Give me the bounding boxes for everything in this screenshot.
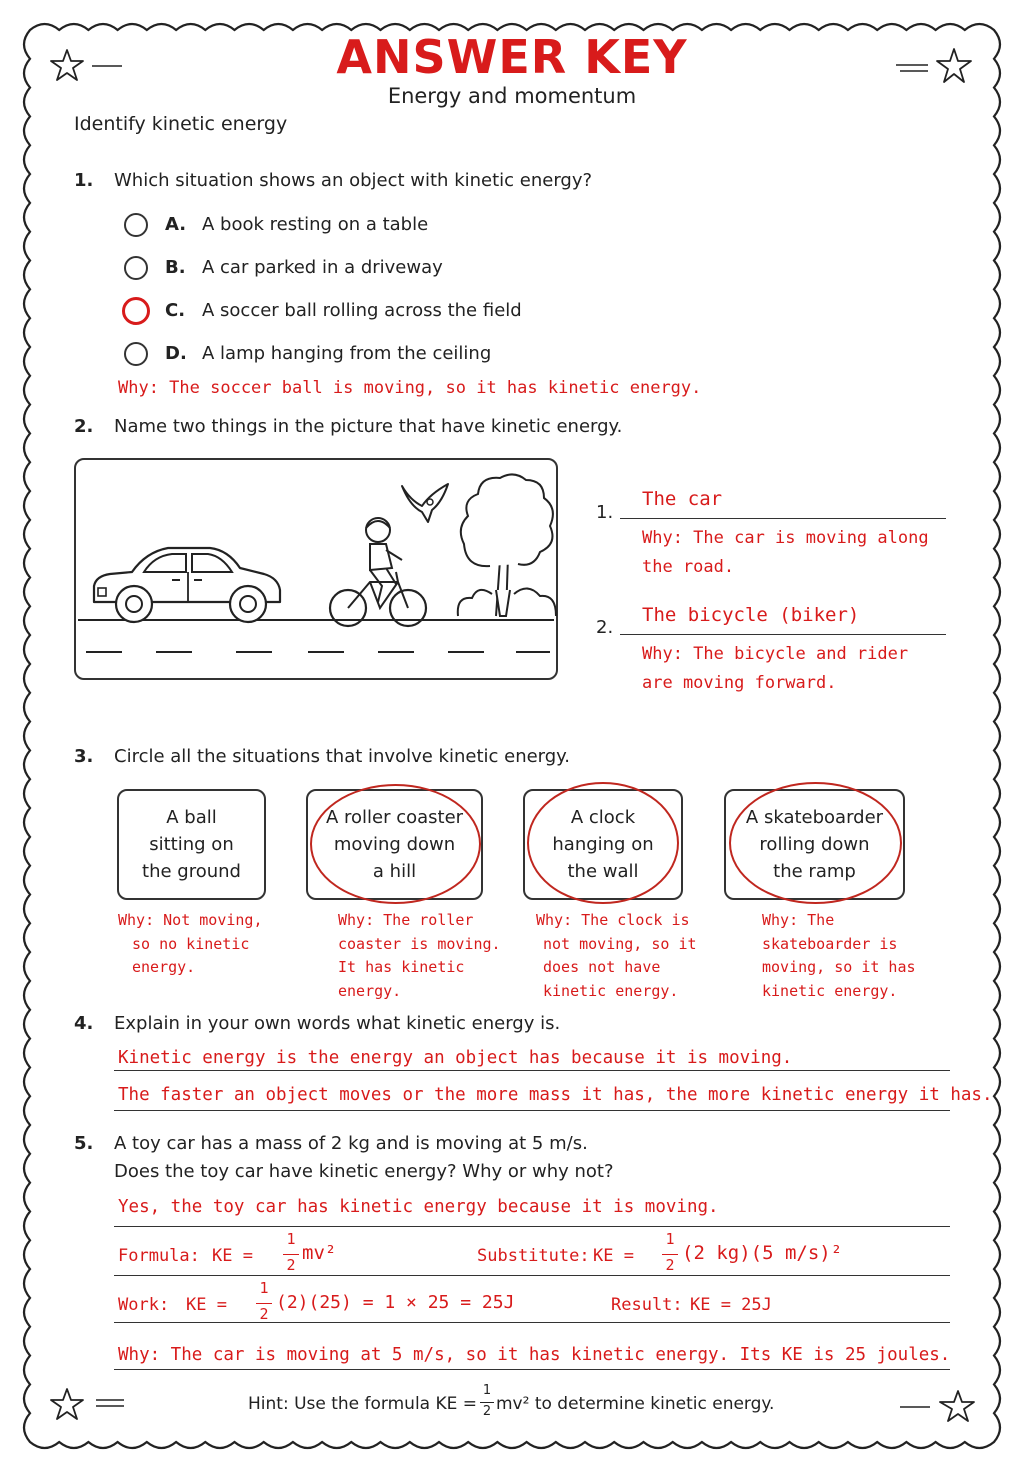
fraction-denominator: 2 bbox=[482, 1404, 492, 1419]
option-text: A soccer ball rolling across the field bbox=[202, 300, 522, 321]
work-label: Work: bbox=[118, 1295, 170, 1315]
answer-line bbox=[114, 1322, 950, 1323]
question-text: Circle all the situations that involve kinetic energy. bbox=[114, 746, 570, 767]
card-line: A ball bbox=[166, 807, 217, 828]
why-line: Why: The car is moving along bbox=[642, 528, 929, 548]
fraction-numerator: 1 bbox=[665, 1230, 675, 1248]
card-line: A skateboarder bbox=[745, 807, 884, 828]
option-letter: C. bbox=[165, 300, 186, 321]
substitute-label: Substitute: bbox=[477, 1246, 590, 1266]
situation-card[interactable] bbox=[117, 789, 266, 900]
why-explanation: Why: The roller coaster is moving. It has kinetic energy. bbox=[338, 911, 501, 1000]
radio-option-a[interactable] bbox=[124, 213, 148, 237]
formula-label: Formula: bbox=[118, 1246, 200, 1266]
q1-why-answer: Why: The soccer ball is moving, so it has kinetic energy. bbox=[118, 378, 702, 398]
card-line: rolling down bbox=[759, 834, 870, 855]
substitute-lhs: KE = bbox=[593, 1246, 634, 1266]
star-icon bbox=[896, 1388, 978, 1426]
formula-lhs: KE = bbox=[212, 1246, 253, 1266]
option-letter: D. bbox=[165, 343, 187, 364]
card-line: the ramp bbox=[773, 861, 856, 882]
question-number: 5. bbox=[74, 1133, 94, 1154]
work-rhs: (2)(25) = 1 × 25 = 25J bbox=[276, 1292, 515, 1313]
answer-line bbox=[620, 518, 946, 519]
option-letter: B. bbox=[165, 257, 186, 278]
radio-option-c-selected[interactable] bbox=[122, 297, 150, 325]
fraction-bar bbox=[662, 1254, 678, 1255]
card-line: moving down bbox=[333, 834, 456, 855]
star-icon bbox=[50, 1386, 132, 1424]
card-line: A roller coaster bbox=[325, 807, 464, 828]
option-text: A car parked in a driveway bbox=[202, 257, 443, 278]
why-explanation: Why: The clock is not moving, so it does not have kinetic energy. bbox=[536, 911, 697, 1000]
cyclist-icon bbox=[326, 512, 436, 632]
fraction-denominator: 2 bbox=[259, 1305, 269, 1323]
question-number: 2. bbox=[74, 416, 94, 437]
answer-line bbox=[114, 1110, 950, 1111]
answer-text: The car bbox=[642, 488, 723, 510]
hint-text: Hint: Use the formula KE = bbox=[248, 1394, 478, 1414]
result-label: Result: bbox=[611, 1295, 683, 1315]
tree-icon bbox=[456, 470, 566, 620]
work-lhs: KE = bbox=[186, 1295, 227, 1315]
fraction-numerator: 1 bbox=[259, 1279, 269, 1297]
question-text: Name two things in the picture that have kinetic energy. bbox=[114, 416, 623, 437]
q4-answer-line: The faster an object moves or the more mass it has, the more kinetic energy it has. bbox=[118, 1085, 993, 1105]
answer-line bbox=[114, 1070, 950, 1071]
card-line: A clock bbox=[570, 807, 636, 828]
page-subtitle: Energy and momentum bbox=[387, 84, 637, 108]
why-explanation: Why: The skateboarder is moving, so it has kinetic energy. bbox=[762, 911, 916, 1000]
answer-line bbox=[114, 1275, 950, 1276]
bird-icon bbox=[396, 480, 456, 526]
answer-text: The bicycle (biker) bbox=[642, 604, 860, 626]
answer-circle bbox=[527, 782, 679, 904]
question-text: Does the toy car have kinetic energy? Why or why not? bbox=[114, 1161, 614, 1182]
radio-option-d[interactable] bbox=[124, 342, 148, 366]
fraction-numerator: 1 bbox=[482, 1383, 492, 1398]
q4-answer-line: Kinetic energy is the energy an object has because it is moving. bbox=[118, 1048, 793, 1068]
answer-line bbox=[114, 1369, 950, 1370]
hint-text: mv² to determine kinetic energy. bbox=[496, 1394, 775, 1414]
page-title: ANSWER KEY bbox=[336, 30, 688, 84]
why-line: the road. bbox=[642, 557, 735, 577]
question-number: 4. bbox=[74, 1013, 94, 1034]
question-number: 1. bbox=[74, 170, 94, 191]
question-text: Explain in your own words what kinetic energy is. bbox=[114, 1013, 561, 1034]
fraction-bar bbox=[256, 1303, 272, 1304]
answer-circle bbox=[310, 784, 481, 904]
card-line: sitting on bbox=[149, 834, 234, 855]
option-text: A book resting on a table bbox=[202, 214, 429, 235]
option-text: A lamp hanging from the ceiling bbox=[202, 343, 492, 364]
result-value: KE = 25J bbox=[690, 1295, 772, 1315]
picture-frame bbox=[74, 458, 558, 680]
fraction-denominator: 2 bbox=[665, 1256, 675, 1274]
question-text: A toy car has a mass of 2 kg and is moving at 5 m/s. bbox=[114, 1133, 588, 1154]
fraction-bar bbox=[283, 1254, 299, 1255]
answer-number: 2. bbox=[596, 617, 614, 638]
card-line: a hill bbox=[372, 861, 417, 882]
question-number: 3. bbox=[74, 746, 94, 767]
answer-line bbox=[620, 634, 946, 635]
fraction-numerator: 1 bbox=[286, 1230, 296, 1248]
card-line: the wall bbox=[567, 861, 639, 882]
substitute-rhs: (2 kg)(5 m/s)² bbox=[682, 1242, 843, 1264]
q5-why: Why: The car is moving at 5 m/s, so it has kinetic energy. Its KE is 25 joules. bbox=[118, 1345, 951, 1365]
why-line: are moving forward. bbox=[642, 673, 837, 693]
fraction-denominator: 2 bbox=[286, 1256, 296, 1274]
why-explanation: Why: Not moving, so no kinetic energy. bbox=[118, 911, 263, 976]
why-line: Why: The bicycle and rider bbox=[642, 644, 909, 664]
formula-rhs: mv² bbox=[302, 1242, 337, 1264]
question-text: Which situation shows an object with kinetic energy? bbox=[114, 170, 593, 191]
answer-number: 1. bbox=[596, 502, 614, 523]
answer-line bbox=[114, 1226, 950, 1227]
option-letter: A. bbox=[165, 214, 187, 235]
q5-answer: Yes, the toy car has kinetic energy because it is moving. bbox=[118, 1197, 719, 1217]
answer-circle bbox=[729, 782, 902, 904]
card-line: hanging on bbox=[552, 834, 654, 855]
card-line: the ground bbox=[142, 861, 241, 882]
fraction-bar bbox=[480, 1402, 494, 1403]
section-heading: Identify kinetic energy bbox=[74, 113, 288, 135]
radio-option-b[interactable] bbox=[124, 256, 148, 280]
car-icon bbox=[88, 540, 288, 630]
